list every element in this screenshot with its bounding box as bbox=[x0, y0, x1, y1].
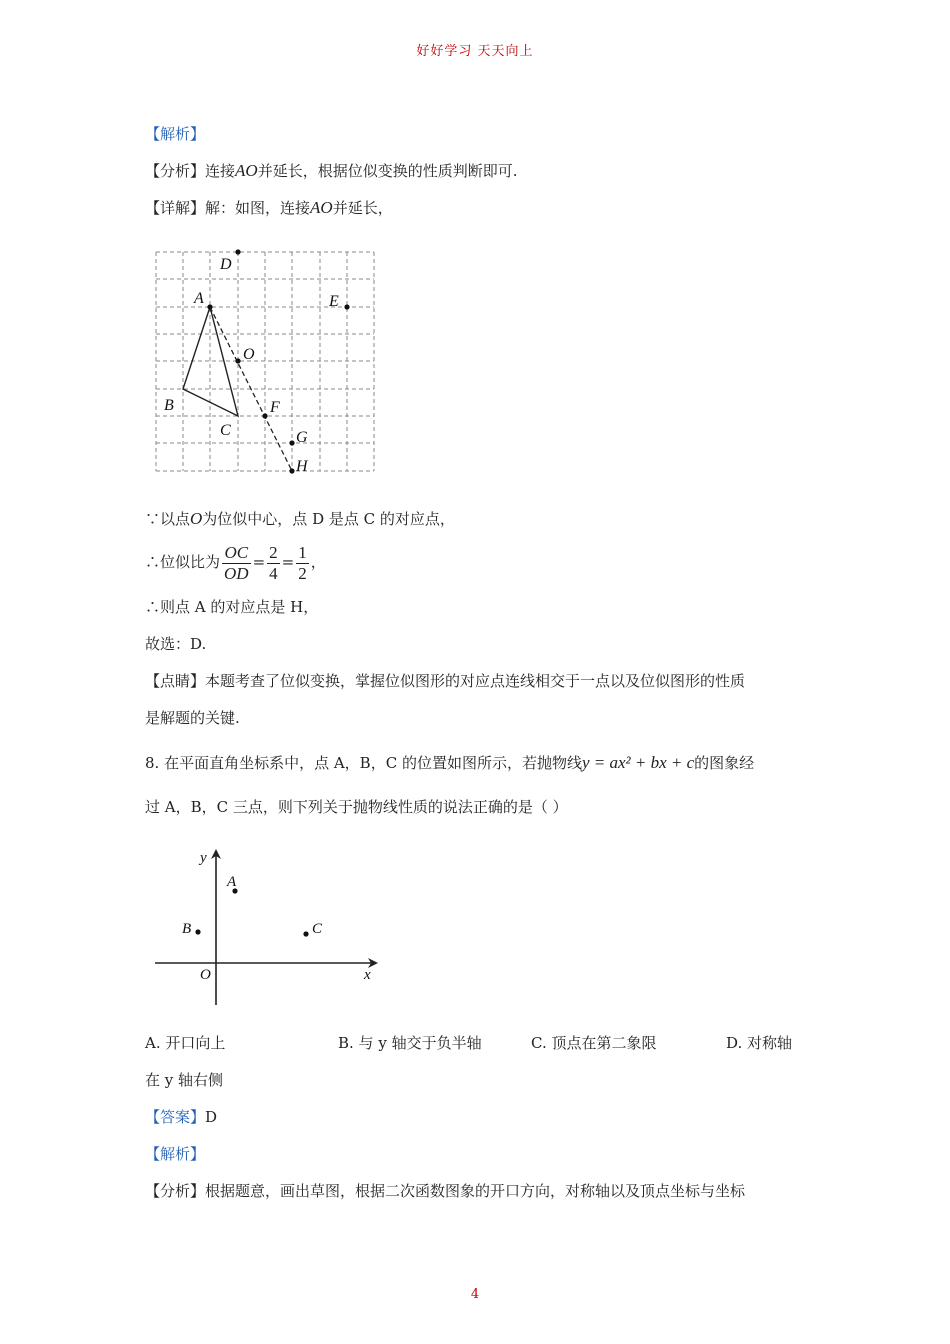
reason-line-1: ∵以点O为位似中心，点 D 是点 C 的对应点， bbox=[145, 509, 455, 528]
q8-line-2: 过 A，B，C 三点，则下列关于抛物线性质的说法正确的是（ ） bbox=[145, 798, 568, 816]
label-f: F bbox=[270, 399, 280, 416]
label-o: O bbox=[243, 346, 255, 363]
q8-line-1: 8. 在平面直角坐标系中，点 A，B，C 的位置如图所示，若抛物线y = ax² + bx + c的图象经 bbox=[145, 753, 755, 772]
answer-line: 【答案】D bbox=[145, 1108, 218, 1126]
choice-line: 故选：D. bbox=[145, 635, 207, 653]
option-d-cont: 在 y 轴右侧 bbox=[145, 1071, 224, 1089]
dianjing-line-1: 【点睛】本题考查了位似变换，掌握位似图形的对应点连线相交于一点以及位似图形的性质 bbox=[145, 672, 746, 690]
label-b: B bbox=[164, 397, 174, 414]
grid-figure bbox=[150, 245, 380, 477]
label-x: x bbox=[364, 967, 371, 983]
page-header: 好好学习 天天向上 bbox=[416, 44, 534, 59]
label-g: G bbox=[296, 429, 308, 446]
point-d bbox=[235, 249, 240, 254]
point-f bbox=[262, 413, 267, 418]
point-o bbox=[235, 358, 240, 363]
jiexi-heading: 【解析】 bbox=[145, 125, 206, 143]
point-b bbox=[195, 929, 200, 934]
dianjing-line-2: 是解题的关键. bbox=[145, 709, 240, 727]
label-h: H bbox=[296, 458, 308, 475]
point-e bbox=[344, 304, 349, 309]
point-c bbox=[303, 931, 308, 936]
label-e: E bbox=[329, 293, 339, 310]
page-number: 4 bbox=[470, 1287, 480, 1302]
ratio-line: ∴位似比为 $\frac{OC}{OD}$ = $\frac{2}{4}$ = $\frac{1}{2}$ ， bbox=[145, 542, 326, 583]
option-a: A. 开口向上 bbox=[145, 1034, 226, 1052]
label-b: B bbox=[182, 921, 192, 937]
fraction-2-4: $\frac{2}{4}$ bbox=[269, 542, 278, 583]
xiangjie-line: 【详解】解：如图，连接AO并延长， bbox=[145, 198, 393, 217]
label-c: C bbox=[312, 921, 323, 937]
label-a: A bbox=[227, 874, 237, 890]
q8-fenxi-line: 【分析】根据题意，画出草图，根据二次函数图象的开口方向，对称轴以及顶点坐标与坐标 bbox=[145, 1182, 746, 1200]
point-h bbox=[289, 468, 294, 473]
label-a: A bbox=[194, 290, 204, 307]
reason-line-3: ∴则点 A 的对应点是 H， bbox=[145, 598, 319, 616]
label-d: D bbox=[220, 256, 232, 273]
point-g bbox=[289, 440, 294, 445]
label-y: y bbox=[200, 850, 207, 866]
fenxi-line: 【分析】连接AO并延长，根据位似变换的性质判断即可. bbox=[145, 161, 518, 180]
option-c: C. 顶点在第二象限 bbox=[531, 1034, 657, 1052]
label-origin: O bbox=[200, 967, 211, 983]
fraction-1-2: $\frac{1}{2}$ bbox=[298, 542, 307, 583]
coordinate-figure bbox=[150, 843, 382, 1009]
q8-jiexi-heading: 【解析】 bbox=[145, 1145, 206, 1163]
label-c: C bbox=[220, 422, 231, 439]
fraction-oc-od: $\frac{OC}{OD}$ bbox=[224, 542, 249, 583]
option-d: D. 对称轴 bbox=[726, 1034, 793, 1052]
point-a bbox=[207, 304, 212, 309]
grid-lines bbox=[156, 252, 374, 471]
option-b: B. 与 y 轴交于负半轴 bbox=[338, 1034, 482, 1052]
